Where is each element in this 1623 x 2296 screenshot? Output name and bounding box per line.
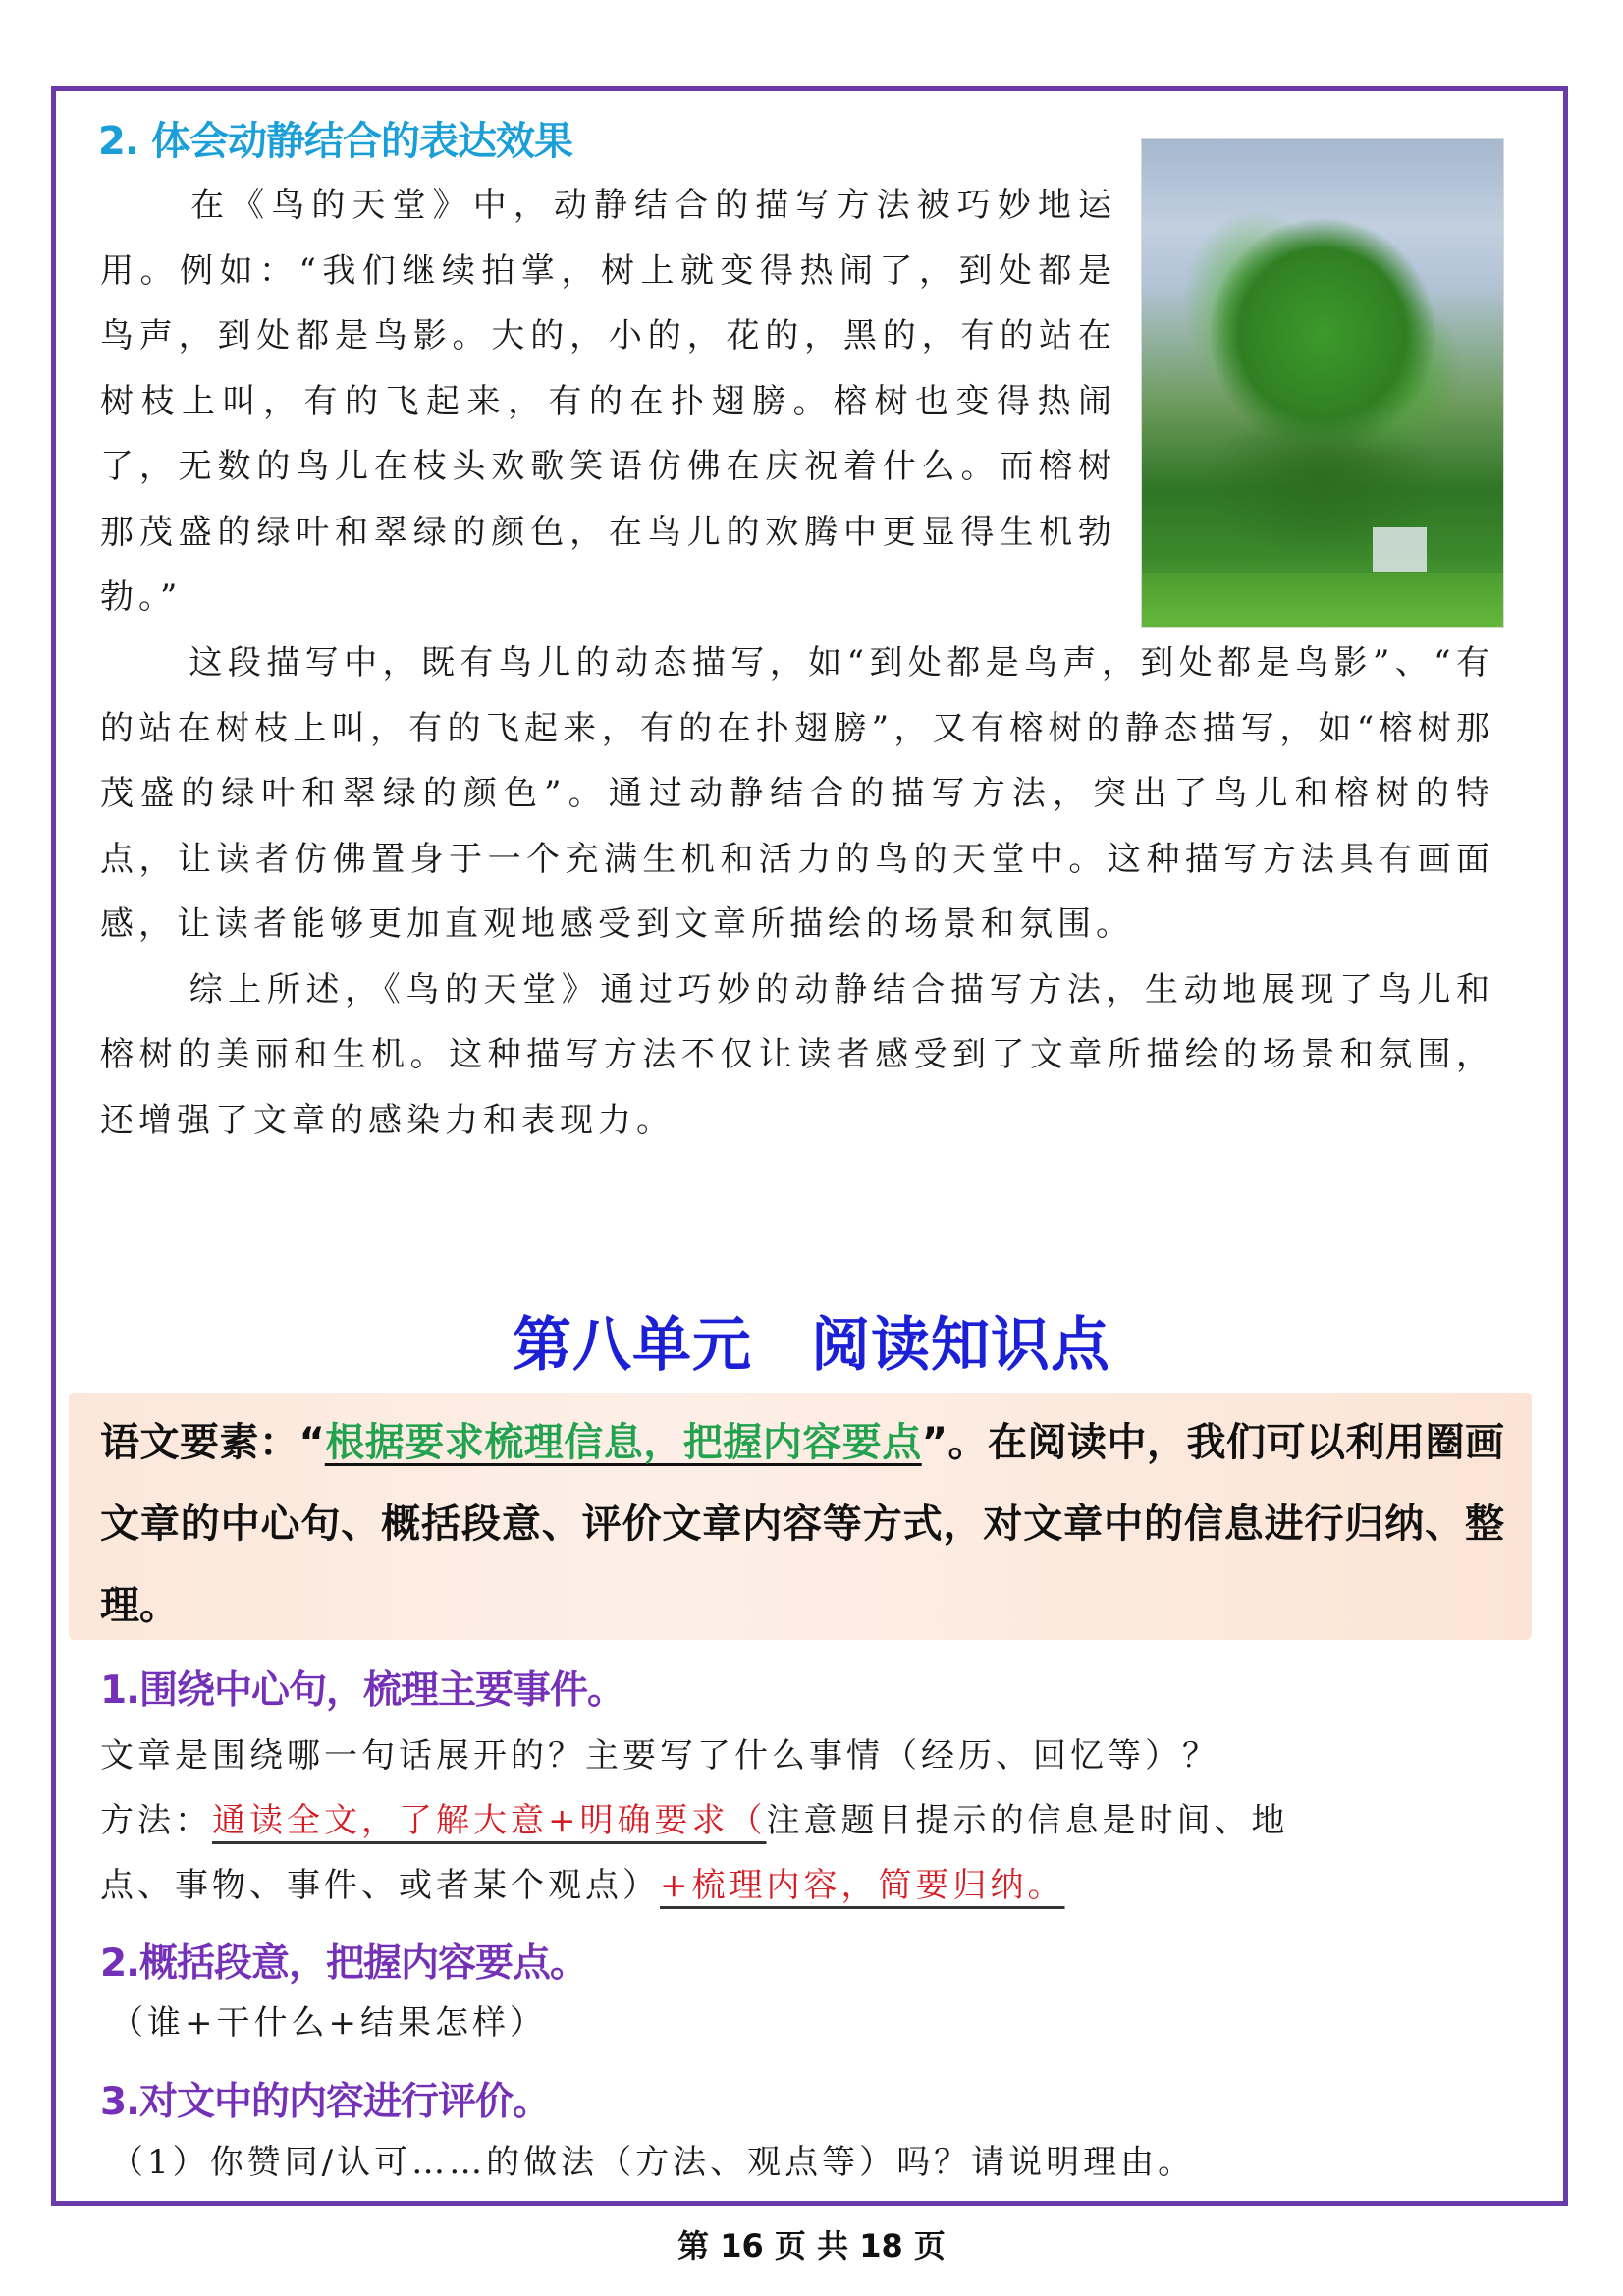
- language-element-highlight: 根据要求梳理信息，把握内容要点: [324, 1420, 922, 1465]
- point-2-formula: （谁+干什么+结果怎样）: [110, 2003, 547, 2043]
- analysis-paragraph: [100, 630, 1494, 957]
- banyan-tree-photo-icon: [1141, 138, 1504, 628]
- point-2-heading: 2.概括段意，把握内容要点。: [100, 1941, 587, 1986]
- method-highlight-1: 通读全文，了解大意+明确要求（: [212, 1801, 767, 1840]
- lawn-in-photo: [1142, 573, 1503, 627]
- point-3-question: （1）你赞同/认可……的做法（方法、观点等）吗？请说明理由。: [110, 2143, 1196, 2182]
- analysis-paragraphs: [100, 630, 1494, 1153]
- open-quote: “: [298, 1420, 325, 1465]
- language-element-text: [100, 1402, 1504, 1647]
- section-heading: 2. 体会动静结合的表达效果: [98, 119, 572, 164]
- point-1-method-line1: [100, 1793, 1289, 1841]
- point-1-method-line2: [100, 1858, 1065, 1906]
- point-1-question: 文章是围绕哪一句话展开的？主要写了什么事情（经历、回忆等）？: [100, 1736, 1219, 1776]
- method-note-line2: 点、事物、事件、或者某个观点）: [100, 1866, 660, 1905]
- point-1-heading: 1.围绕中心句，梳理主要事件。: [100, 1668, 624, 1713]
- intro-paragraph: [100, 173, 1116, 630]
- analysis-paragraph-text: 这段描写中，既有鸟儿的动态描写，如“到处都是鸟声，到处都是鸟影”、“有的站在树枝上叫，有的飞起来，有的在扑翅膀”，又有榕树的静态描写，如“榕树那茂盛的绿叶和翠绿的颜色”。通过动静结合的描写方法，突出了鸟儿和榕树的特点，让读者仿佛置身于一个充满生机和活力的鸟的天堂中。这种描写方法具有画面感，让读者能够更加直观地感受到文章所描绘的场景和氛围。: [100, 643, 1494, 944]
- method-highlight-2: +梳理内容，简要归纳。: [660, 1866, 1065, 1905]
- language-element-label: 语文要素：: [100, 1420, 299, 1465]
- method-label: 方法：: [100, 1801, 212, 1840]
- unit-title: [0, 1298, 1623, 1383]
- intro-paragraph-text: 在《鸟的天堂》中，动静结合的描写方法被巧妙地运用。例如：“我们继续拍掌，树上就变得热闹了，到处都是鸟声，到处都是鸟影。大的，小的，花的，黑的，有的站在树枝上叫，有的飞起来，有的在扑翅膀。榕树也变得热闹了，无数的鸟儿在枝头欢歌笑语仿佛在庆祝着什么。而榕树那茂盛的绿叶和翠绿的颜色，在鸟儿的欢腾中更显得生机勃勃。”: [100, 186, 1116, 617]
- house-in-photo: [1373, 527, 1427, 572]
- unit-title-part2: 阅读知识点: [811, 1311, 1110, 1380]
- summary-paragraph: [100, 957, 1494, 1154]
- summary-paragraph-text: 综上所述，《鸟的天堂》通过巧妙的动静结合描写方法，生动地展现了鸟儿和榕树的美丽和生机。这种描写方法不仅让读者感受到了文章所描绘的场景和氛围，还增强了文章的感染力和表现力。: [100, 969, 1494, 1140]
- page-number: 第 16 页 共 18 页: [677, 2227, 946, 2265]
- point-3-heading: 3.对文中的内容进行评价。: [100, 2080, 550, 2124]
- method-note-line1: 注意题目提示的信息是时间、地: [766, 1801, 1289, 1840]
- language-element-rest: ”。在阅读中，我们可以利用圈画文章的中心句、概括段意、评价文章内容等方式，对文章中的信息进行归纳、整理。: [100, 1420, 1505, 1628]
- unit-title-part1: 第八单元: [513, 1311, 752, 1380]
